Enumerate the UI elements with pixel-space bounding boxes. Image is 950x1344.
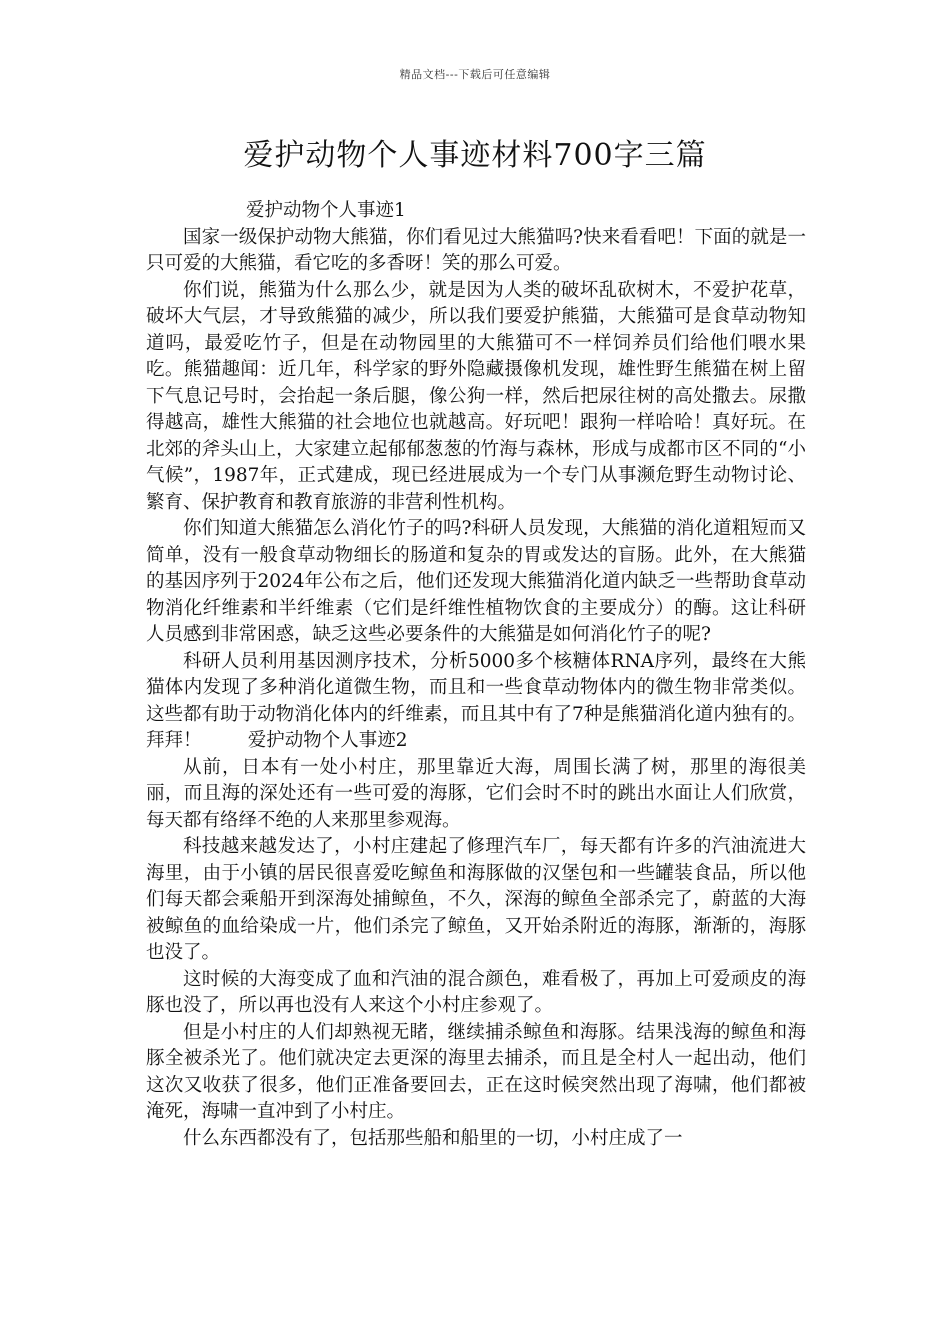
- paragraph: 什么东西都没有了，包括那些船和船里的一切，小村庄成了一: [183, 1127, 683, 1149]
- paragraph: 你们知道大熊猫怎么消化竹子的吗?科研人员发现，大熊猫的消化道粗短而又简单，没有一般食草动物细长的肠道和复杂的胃或发达的盲肠。此外，在大熊猫的基因序列于2024年公布之后，他们还发现大熊猫消化道内缺乏一些帮助食草动物消化纤维素和半纤维素（它们是纤维性植物饮食的主要成分）的酶。这让科研人员感到非常困惑，缺乏这些必要条件的大熊猫是如何消化竹子的呢?: [146, 518, 806, 645]
- document-title: 爱护动物个人事迹材料700字三篇: [243, 138, 707, 173]
- section-heading-1: 爱护动物个人事迹1: [246, 200, 406, 221]
- paragraph: 但是小村庄的人们却熟视无睹，继续捕杀鲸鱼和海豚。结果浅海的鲸鱼和海豚全被杀光了。他们就决定去更深的海里去捕杀，而且是全村人一起出动，他们这次又收获了很多，他们正准备要回去，正在这时候突然出现了海啸，他们都被淹死，海啸一直冲到了小村庄。: [146, 1021, 806, 1122]
- document-body: [146, 198, 806, 1152]
- paragraph: 科技越来越发达了，小村庄建起了修理汽车厂，每天都有许多的汽油流进大海里，由于小镇的居民很喜爱吃鲸鱼和海豚做的汉堡包和一些罐装食品，所以他们每天都会乘船开到深海处捕鲸鱼，不久，深海的鲸鱼全部杀完了，蔚蓝的大海被鲸鱼的血给染成一片，他们杀完了鲸鱼，又开始杀附近的海豚，渐渐的，海豚也没了。: [146, 836, 806, 963]
- section-heading-2: 爱护动物个人事迹2: [247, 730, 408, 751]
- paragraph-text: 科研人员利用基因测序技术，分析5000多个核糖体RNA序列，最终在大熊猫体内发现了多种消化道微生物，而且和一些食草动物体内的微生物非常类似。这些都有助于动物消化体内的纤维素，而且其中有了7种是熊猫消化道内独有的。拜拜！: [146, 650, 806, 751]
- paragraph: 国家一级保护动物大熊猫，你们看见过大熊猫吗?快来看看吧！下面的就是一只可爱的大熊猫，看它吃的多香呀！笑的那么可爱。: [146, 226, 806, 274]
- header-note: 精品文档---下载后可任意编辑: [399, 68, 551, 81]
- paragraph: 从前，日本有一处小村庄，那里靠近大海，周围长满了树，那里的海很美丽，而且海的深处还有一些可爱的海豚，它们会时不时的跳出水面让人们欣赏，每天都有络绎不绝的人来那里参观海。: [146, 756, 806, 831]
- paragraph-with-inline-heading: [146, 649, 806, 755]
- paragraph: 你们说，熊猫为什么那么少，就是因为人类的破坏乱砍树木，不爱护花草，破坏大气层，才导致熊猫的减少，所以我们要爱护熊猫，大熊猫可是食草动物知道吗，最爱吃竹子，但是在动物园里的大熊猫可不一样饲养员们给他们喂水果吃。熊猫趣闻：近几年，科学家的野外隐藏摄像机发现，雄性野生熊猫在树上留下气息记号时，会抬起一条后腿，像公狗一样，然后把尿往树的高处撒去。尿撒得越高，雄性大熊猫的社会地位也就越高。好玩吧！跟狗一样哈哈！真好玩。在北郊的斧头山上，大家建立起郁郁葱葱的竹海与森林，形成与成都市区不同的“小气候”，1987年，正式建成，现已经进展成为一个专门从事濒危野生动物讨论、繁育、保护教育和教育旅游的非营利性机构。: [146, 279, 806, 513]
- paragraph: 这时候的大海变成了血和汽油的混合颜色，难看极了，再加上可爱顽皮的海豚也没了，所以再也没有人来这个小村庄参观了。: [146, 968, 806, 1016]
